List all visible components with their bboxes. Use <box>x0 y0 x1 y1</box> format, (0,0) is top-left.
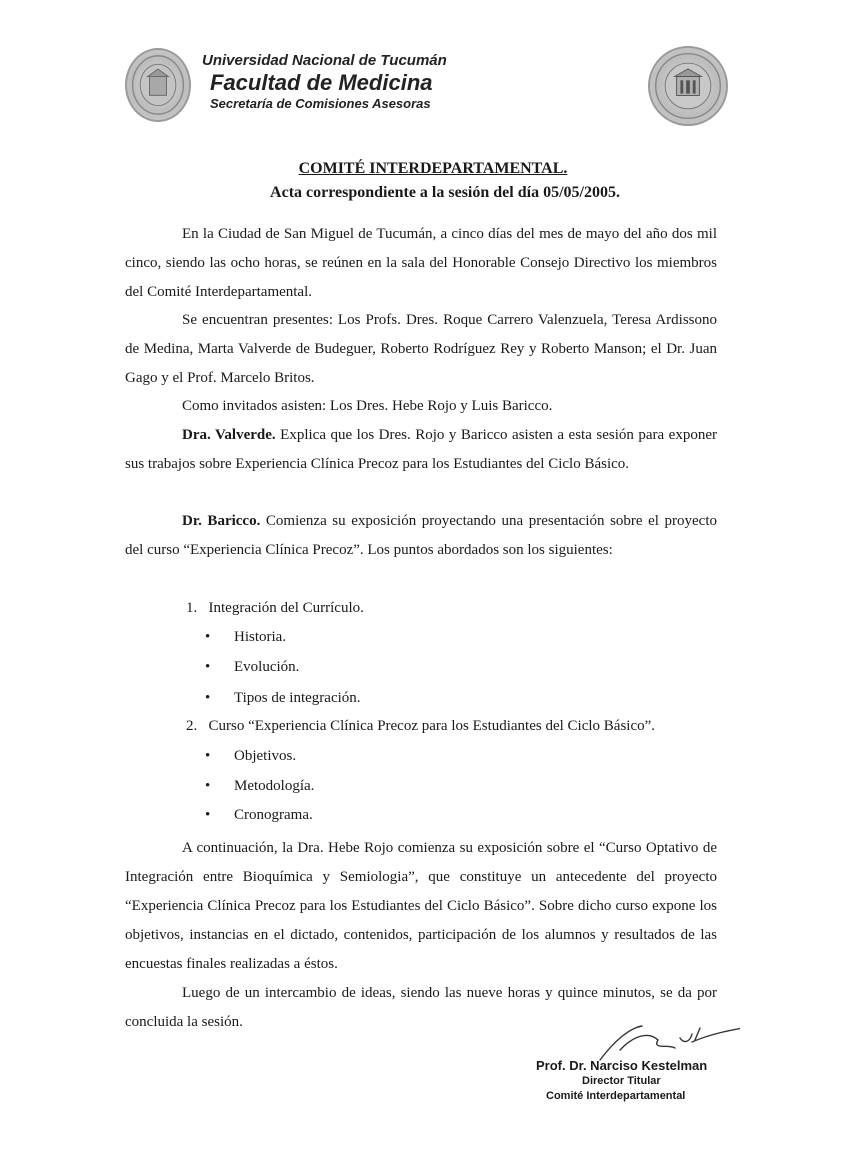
committee-title: COMITÉ INTERDEPARTAMENTAL. <box>298 160 568 177</box>
university-seal-left <box>125 48 191 122</box>
baricco-text: Comienza su exposición proyectando una presentación sobre el proyecto del curso “Experiencia Clínica Precoz”. Los puntos abordados son los siguientes: <box>125 513 717 558</box>
list-bullet <box>210 742 296 771</box>
signatory-role: Director Titular <box>582 1075 661 1087</box>
paragraph-guests: Como invitados asisten: Los Dres. Hebe Rojo y Luis Baricco. <box>182 398 553 414</box>
session-title: Acta correspondiente a la sesión del día 05/05/2005. <box>270 184 620 201</box>
list-bullet <box>210 801 313 830</box>
bullet-text: Evolución. <box>234 659 300 675</box>
signatory-name: Prof. Dr. Narciso Kestelman <box>536 1058 708 1073</box>
list-bullet <box>210 684 361 713</box>
paragraph-valverde <box>125 421 717 479</box>
list-item <box>186 594 364 623</box>
signatory-committee: Comité Interdepartamental <box>546 1090 686 1102</box>
faculty-name: Facultad de Medicina <box>210 70 433 95</box>
paragraph-attendees: Se encuentran presentes: Los Profs. Dres. Roque Carrero Valenzuela, Teresa Ardissono de Medina, Marta Valverde de Budeguer, Roberto Rodríguez Rey y Roberto Manson; el Dr. Juan Gago y el Prof. Marcelo Britos. <box>125 312 717 386</box>
paragraph-rojo: A continuación, la Dra. Hebe Rojo comienza su exposición sobre el “Curso Optativo de Integración entre Bioquímica y Semiologia”, que constituye un antecedente del proyecto “Experiencia Clínica Precoz para los Estudiantes del Ciclo Básico”. Sobre dicho curso expone los objetivos, instancias en el dictado, contenidos, participación de los alumnos y resultados de las encuestas finales realizadas a éstos. <box>125 840 717 972</box>
list-bullet <box>210 653 299 682</box>
bullet-text: Historia. <box>234 629 287 645</box>
speaker-baricco: Dr. Baricco. <box>182 513 261 529</box>
paragraph-baricco <box>125 507 717 565</box>
letterhead <box>202 52 447 112</box>
list-number: 1. <box>186 600 198 616</box>
faculty-seal-right <box>648 46 728 126</box>
secretariat-name: Secretaría de Comisiones Asesoras <box>210 96 431 111</box>
list-item-text: Curso “Experiencia Clínica Precoz para los Estudiantes del Ciclo Básico”. <box>208 718 656 734</box>
list-item-text: Integración del Currículo. <box>208 600 364 616</box>
list-bullet <box>210 772 314 801</box>
list-number: 2. <box>186 718 198 734</box>
university-name: Universidad Nacional de Tucumán <box>202 52 447 69</box>
paragraph-closing: Luego de un intercambio de ideas, siendo las nueve horas y quince minutos, se da por concluida la sesión. <box>125 985 717 1030</box>
bullet-text: Objetivos. <box>234 748 297 764</box>
bullet-text: Cronograma. <box>234 807 313 823</box>
paragraph-opening: En la Ciudad de San Miguel de Tucumán, a cinco días del mes de mayo del año dos mil cinco, siendo las ocho horas, se reúnen en la sala del Honorable Consejo Directivo los miembros del Comité Interdepartamental. <box>125 226 717 300</box>
document-title <box>0 160 850 178</box>
list-item <box>186 712 655 741</box>
valverde-text: Explica que los Dres. Rojo y Baricco asisten a esta sesión para exponer sus trabajos sobre Experiencia Clínica Precoz para los Estudiantes del Ciclo Básico. <box>125 427 717 472</box>
bullet-text: Tipos de integración. <box>234 690 361 706</box>
list-bullet <box>210 623 286 652</box>
speaker-valverde: Dra. Valverde. <box>182 427 276 443</box>
bullet-text: Metodología. <box>234 778 315 794</box>
